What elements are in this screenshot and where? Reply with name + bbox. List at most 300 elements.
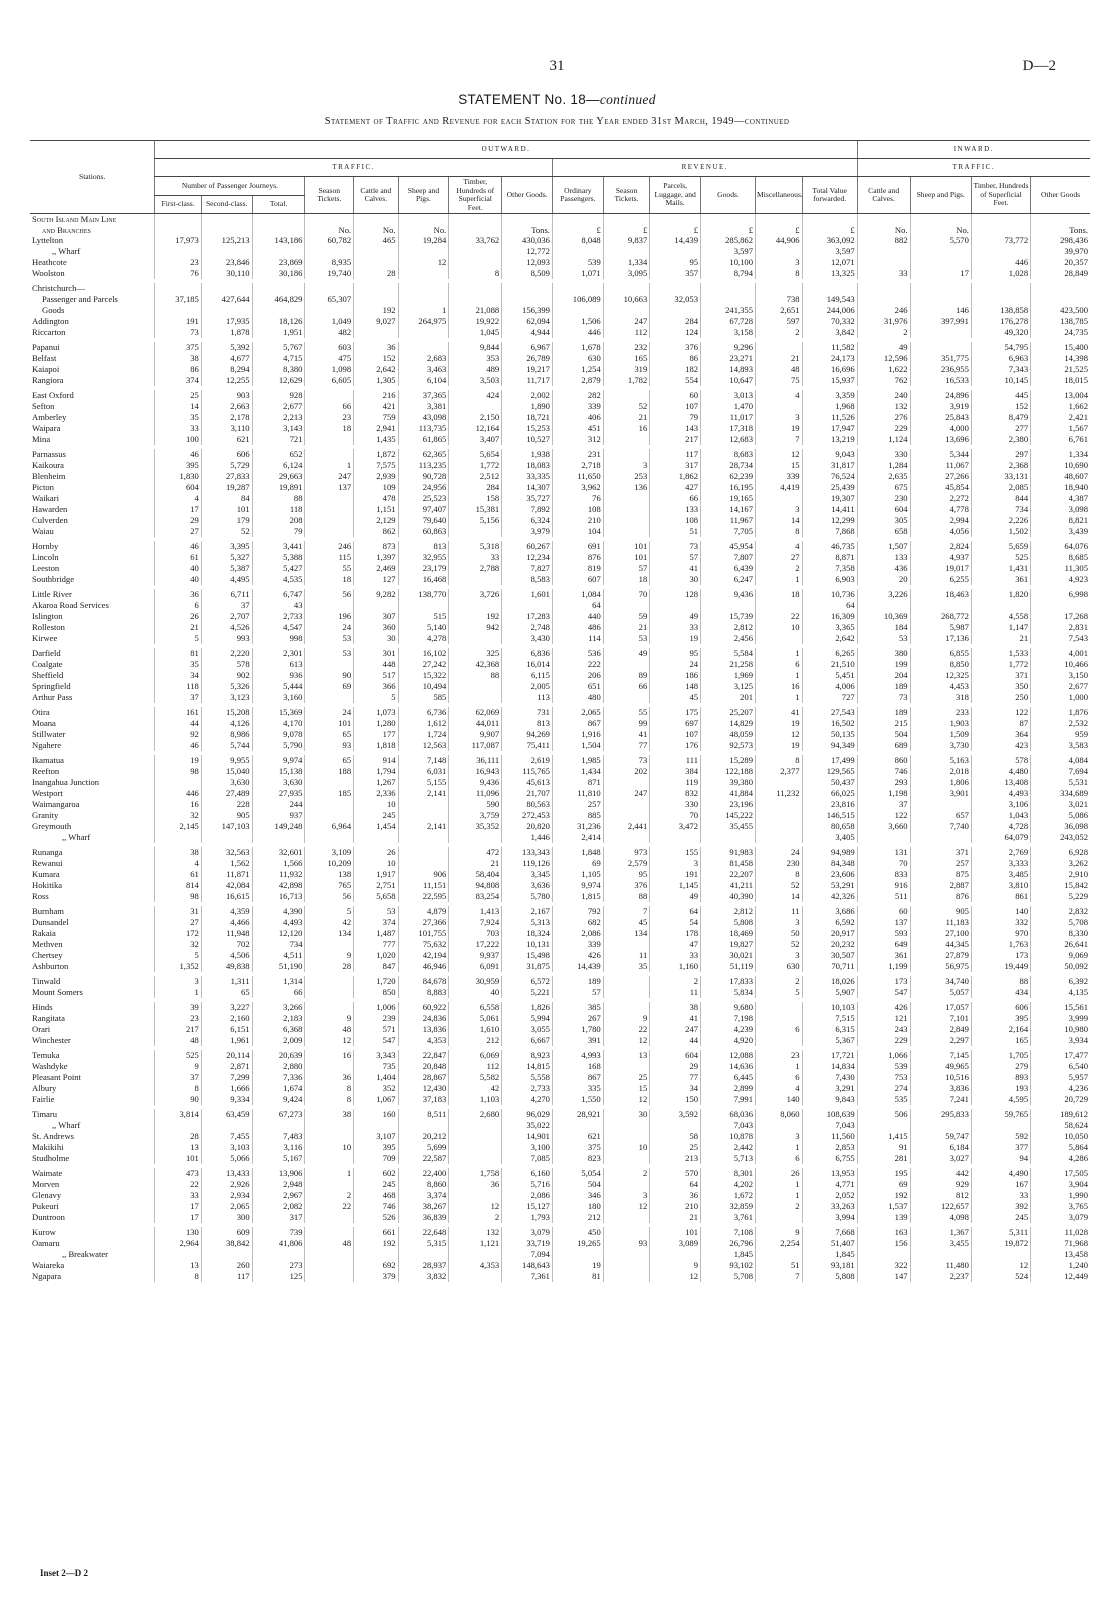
value-cell: 33: [650, 622, 701, 633]
value-cell: [910, 327, 971, 338]
station-name: Temuka: [32, 1050, 60, 1060]
value-cell: 17,283: [502, 611, 553, 622]
value-cell: 1,284: [857, 460, 910, 471]
value-cell: 8,060: [756, 1109, 803, 1120]
value-cell: 3,395: [201, 541, 252, 552]
value-cell: 222: [552, 659, 603, 670]
value-cell: 21: [603, 412, 650, 423]
empty-cell: [857, 283, 910, 294]
value-cell: 5,221: [502, 987, 553, 998]
value-cell: 18,463: [910, 589, 971, 600]
col-miscellaneous: Miscellaneous.: [756, 177, 803, 214]
value-cell: 18,026: [802, 976, 857, 987]
value-cell: 5,790: [252, 740, 305, 751]
value-cell: 384: [650, 766, 701, 777]
value-cell: 12: [449, 1201, 502, 1212]
table-row: [30, 1109, 1090, 1120]
value-cell: 27,100: [910, 928, 971, 939]
value-cell: 377: [971, 1142, 1030, 1153]
value-cell: [756, 493, 803, 504]
value-cell: 44,345: [910, 939, 971, 950]
table-row: [30, 1072, 1090, 1083]
table-row: [30, 928, 1090, 939]
value-cell: 3,107: [354, 1131, 398, 1142]
value-cell: 59,747: [910, 1131, 971, 1142]
table-row: [30, 1179, 1090, 1190]
value-cell: 24,956: [398, 482, 449, 493]
value-cell: 8,301: [701, 1168, 756, 1179]
value-cell: 475: [305, 353, 354, 364]
value-cell: 122,657: [910, 1201, 971, 1212]
value-cell: 339: [756, 471, 803, 482]
table-row: [30, 961, 1090, 972]
station-name: Blenheim: [32, 471, 66, 481]
value-cell: 295,833: [910, 1109, 971, 1120]
empty-cell: [971, 214, 1030, 226]
station-name: Waipara: [32, 423, 61, 433]
value-cell: 22,587: [398, 1153, 449, 1164]
value-cell: 23,271: [701, 353, 756, 364]
value-cell: 1,305: [354, 375, 398, 386]
value-cell: 7,575: [354, 460, 398, 471]
value-cell: 25,207: [701, 707, 756, 718]
value-cell: [857, 1120, 910, 1131]
value-cell: 2,948: [252, 1179, 305, 1190]
value-cell: [201, 246, 252, 257]
value-cell: 282: [552, 390, 603, 401]
value-cell: 7,145: [910, 1050, 971, 1061]
value-cell: 33,131: [971, 471, 1030, 482]
value-cell: 4,493: [252, 917, 305, 928]
value-cell: 6,091: [449, 961, 502, 972]
station-name: ,, Wharf: [62, 832, 91, 842]
value-cell: 4,006: [802, 681, 857, 692]
table-row: [30, 799, 1090, 810]
value-cell: 427: [650, 482, 701, 493]
value-cell: 1,367: [910, 1227, 971, 1238]
value-cell: 146,515: [802, 810, 857, 821]
station-name: Ross: [32, 891, 49, 901]
value-cell: 16,943: [449, 766, 502, 777]
station-name: Addington: [32, 316, 69, 326]
station-name: Methven: [32, 939, 63, 949]
value-cell: 12,772: [502, 246, 553, 257]
value-cell: 7,108: [701, 1227, 756, 1238]
value-cell: [305, 1131, 354, 1142]
value-cell: 117: [650, 449, 701, 460]
value-cell: 75,632: [398, 939, 449, 950]
value-cell: 12,430: [398, 1083, 449, 1094]
unit-cell: £: [650, 225, 701, 235]
value-cell: 734: [252, 939, 305, 950]
value-cell: 7,705: [701, 526, 756, 537]
value-cell: 2,683: [398, 353, 449, 364]
value-cell: 40,390: [701, 891, 756, 902]
value-cell: 68,036: [701, 1109, 756, 1120]
empty-cell: [857, 214, 910, 226]
value-cell: 739: [252, 1227, 305, 1238]
value-cell: 5,392: [201, 342, 252, 353]
station-name: Papanui: [32, 342, 60, 352]
table-row: [30, 777, 1090, 788]
value-cell: 4,353: [398, 1035, 449, 1046]
station-name: Dunsandel: [32, 917, 69, 927]
value-cell: 1,782: [603, 375, 650, 386]
value-cell: 10,980: [1031, 1024, 1090, 1035]
value-cell: 371: [971, 670, 1030, 681]
value-cell: 5,086: [1031, 810, 1090, 821]
station-name: Heathcote: [32, 257, 67, 267]
value-cell: 87: [971, 718, 1030, 729]
value-cell: 230: [857, 493, 910, 504]
value-cell: 17: [155, 1201, 202, 1212]
value-cell: 125: [252, 1271, 305, 1282]
value-cell: 4,236: [1031, 1083, 1090, 1094]
value-cell: 146: [910, 305, 971, 316]
value-cell: 33,263: [802, 1201, 857, 1212]
value-cell: 3,098: [1031, 504, 1090, 515]
value-cell: [756, 832, 803, 843]
value-cell: 657: [910, 810, 971, 821]
value-cell: 101: [603, 552, 650, 563]
value-cell: 2,733: [252, 611, 305, 622]
value-cell: 21: [756, 353, 803, 364]
value-cell: 5,729: [201, 460, 252, 471]
value-cell: 59: [603, 611, 650, 622]
value-cell: 247: [305, 471, 354, 482]
value-cell: [305, 1249, 354, 1260]
value-cell: 14,815: [502, 1061, 553, 1072]
value-cell: 17,505: [1031, 1168, 1090, 1179]
value-cell: 14: [756, 515, 803, 526]
value-cell: 759: [354, 412, 398, 423]
value-cell: 8,380: [252, 364, 305, 375]
value-cell: 24,173: [802, 353, 857, 364]
value-cell: 547: [354, 1035, 398, 1046]
value-cell: 19,165: [701, 493, 756, 504]
table-row: [30, 434, 1090, 445]
value-cell: 8,821: [1031, 515, 1090, 526]
value-cell: 101,755: [398, 928, 449, 939]
value-cell: 903: [201, 390, 252, 401]
value-cell: 21,258: [701, 659, 756, 670]
table-row: [30, 880, 1090, 891]
value-cell: 46: [155, 740, 202, 751]
value-cell: [449, 246, 502, 257]
value-cell: 117,087: [449, 740, 502, 751]
station-name: Rakaia: [32, 928, 56, 938]
value-cell: 3,343: [354, 1050, 398, 1061]
value-cell: 48: [756, 364, 803, 375]
value-cell: 38: [305, 1109, 354, 1120]
value-cell: 176,278: [971, 316, 1030, 327]
value-cell: 3,597: [802, 246, 857, 257]
value-cell: 60: [650, 390, 701, 401]
value-cell: 11,305: [1031, 563, 1090, 574]
station-name: Runanga: [32, 847, 63, 857]
station-name: Darfield: [32, 648, 61, 658]
value-cell: 4,084: [1031, 755, 1090, 766]
value-cell: 993: [201, 633, 252, 644]
value-cell: [857, 1249, 910, 1260]
value-cell: 6: [155, 600, 202, 611]
value-cell: 46,735: [802, 541, 857, 552]
value-cell: [354, 1249, 398, 1260]
value-cell: 15,040: [201, 766, 252, 777]
value-cell: [305, 246, 354, 257]
value-cell: 375: [155, 342, 202, 353]
value-cell: 3,405: [802, 832, 857, 843]
value-cell: 905: [201, 810, 252, 821]
value-cell: 52: [756, 880, 803, 891]
value-cell: 91: [857, 1142, 910, 1153]
value-cell: 12: [756, 729, 803, 740]
value-cell: 6,540: [1031, 1061, 1090, 1072]
value-cell: 30,507: [802, 950, 857, 961]
value-cell: 27,242: [398, 659, 449, 670]
value-cell: 2,183: [252, 1013, 305, 1024]
value-cell: 578: [201, 659, 252, 670]
value-cell: 26,789: [502, 353, 553, 364]
value-cell: 833: [857, 869, 910, 880]
value-cell: 1,103: [449, 1094, 502, 1105]
value-cell: 44: [155, 718, 202, 729]
value-cell: 23: [155, 257, 202, 268]
value-cell: 19,287: [201, 482, 252, 493]
value-cell: 15,937: [802, 375, 857, 386]
value-cell: 10: [305, 1142, 354, 1153]
value-cell: 1,601: [502, 589, 553, 600]
value-cell: 57: [552, 987, 603, 998]
value-cell: 593: [857, 928, 910, 939]
empty-cell: [701, 214, 756, 226]
value-cell: [305, 1271, 354, 1282]
value-cell: [650, 1120, 701, 1131]
value-cell: 3,027: [910, 1153, 971, 1164]
value-cell: 13: [155, 1260, 202, 1271]
value-cell: 1,890: [502, 401, 553, 412]
value-cell: 361: [857, 950, 910, 961]
value-cell: 423: [971, 740, 1030, 751]
value-cell: 1: [756, 574, 803, 585]
value-cell: 10: [354, 799, 398, 810]
value-cell: 3,079: [502, 1227, 553, 1238]
value-cell: 70: [650, 810, 701, 821]
value-cell: 5,427: [252, 563, 305, 574]
empty-cell: [201, 214, 252, 226]
value-cell: 165: [603, 353, 650, 364]
value-cell: 90: [305, 670, 354, 681]
value-cell: 64: [802, 600, 857, 611]
value-cell: 4,098: [910, 1212, 971, 1223]
value-cell: 29: [155, 515, 202, 526]
value-cell: 4,493: [971, 788, 1030, 799]
value-cell: 30,959: [449, 976, 502, 987]
value-cell: 21,707: [502, 788, 553, 799]
value-cell: 5: [756, 987, 803, 998]
value-cell: 876: [910, 891, 971, 902]
value-cell: 13,836: [398, 1024, 449, 1035]
value-cell: 66,025: [802, 788, 857, 799]
value-cell: [305, 600, 354, 611]
value-cell: 10,878: [701, 1131, 756, 1142]
value-cell: 8: [155, 1083, 202, 1094]
value-cell: [305, 434, 354, 445]
value-cell: 4,270: [502, 1094, 553, 1105]
value-cell: 4,453: [910, 681, 971, 692]
value-cell: 346: [552, 1190, 603, 1201]
value-cell: 3,407: [449, 434, 502, 445]
empty-cell: [502, 214, 553, 226]
value-cell: 48: [305, 1024, 354, 1035]
value-cell: 721: [252, 434, 305, 445]
value-cell: 112: [449, 1061, 502, 1072]
value-cell: [756, 342, 803, 353]
value-cell: 5,834: [701, 987, 756, 998]
value-cell: 20,357: [1031, 257, 1090, 268]
value-cell: 1,487: [354, 928, 398, 939]
value-cell: 682: [552, 917, 603, 928]
value-cell: 2,748: [502, 622, 553, 633]
table-row: [30, 600, 1090, 611]
value-cell: [398, 810, 449, 821]
value-cell: 231: [552, 449, 603, 460]
value-cell: 3,266: [252, 1002, 305, 1013]
station-name: Mina: [32, 434, 51, 444]
table-row: [30, 1168, 1090, 1179]
value-cell: 79: [650, 412, 701, 423]
value-cell: 31,236: [552, 821, 603, 832]
value-cell: 1,562: [201, 858, 252, 869]
value-cell: 2: [756, 327, 803, 338]
value-cell: 1: [398, 305, 449, 316]
value-cell: 15,253: [502, 423, 553, 434]
value-cell: 108,639: [802, 1109, 857, 1120]
value-cell: 79: [252, 526, 305, 537]
value-cell: 364: [971, 729, 1030, 740]
value-cell: 138,770: [398, 589, 449, 600]
value-cell: 2,899: [701, 1083, 756, 1094]
value-cell: 210: [650, 1201, 701, 1212]
value-cell: 143,186: [252, 235, 305, 246]
value-cell: 27: [155, 917, 202, 928]
value-cell: [201, 832, 252, 843]
value-cell: 607: [552, 574, 603, 585]
value-cell: 8: [756, 755, 803, 766]
value-cell: 1,826: [502, 1002, 553, 1013]
value-cell: 267: [552, 1013, 603, 1024]
value-cell: 6,031: [398, 766, 449, 777]
value-cell: 31,875: [502, 961, 553, 972]
table-row: [30, 246, 1090, 257]
value-cell: 17,833: [701, 976, 756, 987]
value-cell: 526: [354, 1212, 398, 1223]
value-cell: 427,644: [201, 294, 252, 305]
value-cell: 35,352: [449, 821, 502, 832]
value-cell: [305, 1179, 354, 1190]
value-cell: 1: [756, 1142, 803, 1153]
value-cell: 322: [857, 1260, 910, 1271]
value-cell: 22: [603, 1024, 650, 1035]
value-cell: 65: [305, 755, 354, 766]
value-cell: 2,926: [201, 1179, 252, 1190]
value-cell: 2,141: [398, 788, 449, 799]
value-cell: 56: [305, 589, 354, 600]
value-cell: 1,502: [971, 526, 1030, 537]
value-cell: 2,129: [354, 515, 398, 526]
value-cell: 606: [201, 449, 252, 460]
value-cell: 3,630: [201, 777, 252, 788]
value-cell: 5,313: [502, 917, 553, 928]
value-cell: 37: [155, 692, 202, 703]
value-cell: 9,844: [449, 342, 502, 353]
value-cell: 81: [552, 1271, 603, 1282]
value-cell: 8: [756, 268, 803, 279]
value-cell: 60: [857, 906, 910, 917]
value-cell: 7,827: [502, 563, 553, 574]
value-cell: 1,969: [701, 670, 756, 681]
value-cell: 9: [756, 1227, 803, 1238]
station-name: Goods: [42, 305, 65, 315]
col-in-sheep-pigs: Sheep and Pigs.: [910, 177, 971, 214]
value-cell: 15,138: [252, 766, 305, 777]
value-cell: 22,847: [398, 1050, 449, 1061]
group-outward: OUTWARD.: [155, 141, 857, 159]
value-cell: 1,043: [971, 810, 1030, 821]
value-cell: 4,135: [1031, 987, 1090, 998]
table-row: [30, 390, 1090, 401]
value-cell: 7,361: [502, 1271, 553, 1282]
value-cell: [756, 246, 803, 257]
value-cell: [305, 1120, 354, 1131]
value-cell: 819: [552, 563, 603, 574]
value-cell: [603, 434, 650, 445]
table-row: [30, 917, 1090, 928]
value-cell: 1,454: [354, 821, 398, 832]
value-cell: 5,318: [449, 541, 502, 552]
value-cell: 3,430: [502, 633, 553, 644]
value-cell: 45,854: [910, 482, 971, 493]
table-row: [30, 401, 1090, 412]
value-cell: 58,624: [1031, 1120, 1090, 1131]
value-cell: 395: [354, 1142, 398, 1153]
value-cell: 180: [552, 1201, 603, 1212]
value-cell: 5,155: [398, 777, 449, 788]
value-cell: 4,353: [449, 1260, 502, 1271]
value-cell: 330: [857, 449, 910, 460]
value-cell: 11,017: [701, 412, 756, 423]
value-cell: 18,083: [502, 460, 553, 471]
value-cell: 50,135: [802, 729, 857, 740]
value-cell: 22,207: [701, 869, 756, 880]
value-cell: 3,227: [201, 1002, 252, 1013]
value-cell: 66: [650, 493, 701, 504]
value-cell: 46,946: [398, 961, 449, 972]
value-cell: 285,862: [701, 235, 756, 246]
value-cell: 4: [756, 1083, 803, 1094]
value-cell: 7,336: [252, 1072, 305, 1083]
value-cell: 451: [552, 423, 603, 434]
value-cell: 23,846: [201, 257, 252, 268]
value-cell: [449, 1190, 502, 1201]
value-cell: 114: [552, 633, 603, 644]
value-cell: 96,029: [502, 1109, 553, 1120]
station-name: Chertsey: [32, 950, 63, 960]
value-cell: 18: [305, 574, 354, 585]
value-cell: 11,526: [802, 412, 857, 423]
table-row: [30, 268, 1090, 279]
value-cell: 3: [603, 460, 650, 471]
